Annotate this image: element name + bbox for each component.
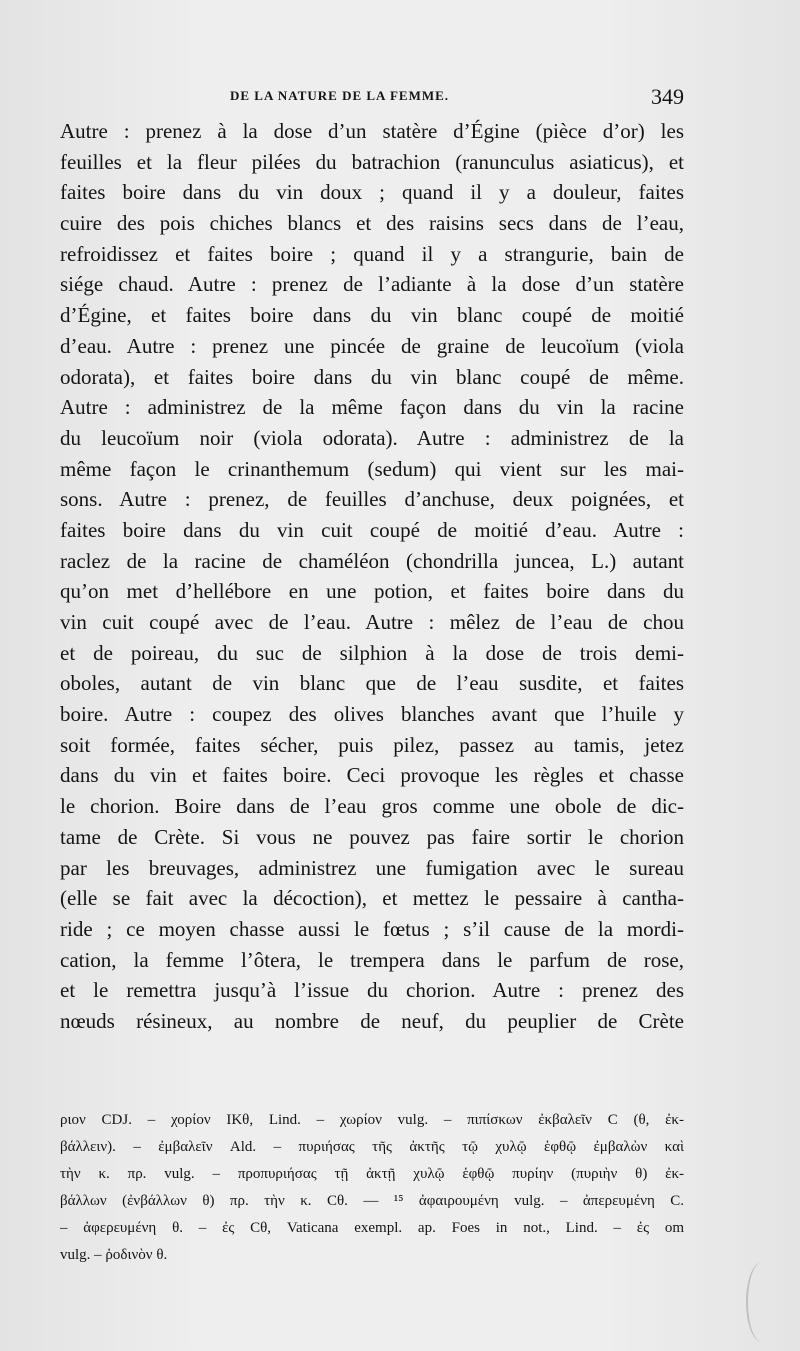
text-line: siége chaud. Autre : prenez de l’adiante à la dose d’un statère [60,272,684,297]
text-line: par les breuvages, administrez une fumigation avec le sureau [60,855,684,880]
page-curl-shadow [746,1262,778,1342]
text-line: vin cuit coupé avec de l’eau. Autre : mêlez de l’eau de chou [60,610,684,634]
text-line: sons. Autre : prenez, de feuilles d’anchuse, deux poignées, et [60,487,684,512]
page-number: 349 [651,84,684,109]
text-line: (elle se fait avec la décoction), et mettez le pessaire à cantha- [60,886,684,911]
text-line: boire. Autre : coupez des olives blanches avant que l’huile y [60,702,684,727]
text-line: d’Égine, et faites boire dans du vin blanc coupé de moitié [60,303,684,328]
footnotes [60,1107,684,1269]
footnote-line: ριον CDJ. – χορίον IKθ, Lind. – χωρίον vulg. – πιπίσκων ἐκβαλεῖν C (θ, ἐκ- [60,1112,684,1128]
text-line: faites boire dans du vin doux ; quand il y a douleur, faites [60,180,684,205]
text-line: nœuds résineux, au nombre de neuf, du peuplier de Crète [60,1008,684,1033]
text-line: cation, la femme l’ôtera, le trempera dans le parfum de rose, [60,947,684,972]
text-line: tame de Crète. Si vous ne pouvez pas faire sortir le chorion [60,824,684,849]
text-line: le chorion. Boire dans de l’eau gros comme une obole de dic- [60,794,684,819]
text-line: d’eau. Autre : prenez une pincée de graine de leucoïum (viola [60,333,684,358]
body-text [60,116,684,1037]
text-line: feuilles et la fleur pilées du batrachion (ranunculus asiaticus), et [60,149,684,174]
text-line: Autre : prenez à la dose d’un statère d’Égine (pièce d’or) les [60,119,684,143]
running-head [60,84,684,108]
text-line: Autre : administrez de la même façon dans du vin la racine [60,395,684,420]
text-line: raclez de la racine de chaméléon (chondrilla juncea, L.) autant [60,548,684,573]
running-title: DE LA NATURE DE LA FEMME. [230,88,450,103]
footnote-line: βάλλων (ἐνβάλλων θ) πρ. τὴν κ. Cθ. — ¹⁵ ἀφαιρουμένη vulg. – ἀπερευμένη C. [60,1193,684,1209]
text-line: et de poireau, du suc de silphion à la dose de trois demi- [60,640,684,665]
footnote-line: τὴν κ. πρ. vulg. – προπυριήσας τῇ ἀκτῇ χυλῷ ἑφθῷ πυρίην (πυριὴν θ) ἐκ- [60,1166,684,1182]
text-line: ride ; ce moyen chasse aussi le fœtus ; s’il cause de la mordi- [60,916,684,941]
text-line: cuire des pois chiches blancs et des raisins secs dans de l’eau, [60,211,684,236]
text-line: même façon le crinanthemum (sedum) qui vient sur les mai- [60,456,684,481]
text-line: qu’on met d’hellébore en une potion, et faites boire dans du [60,579,684,604]
text-line: faites boire dans du vin cuit coupé de moitié d’eau. Autre : [60,517,684,542]
text-line: du leucoïum noir (viola odorata). Autre : administrez de la [60,425,684,450]
text-line: et le remettra jusqu’à l’issue du chorion. Autre : prenez des [60,978,684,1003]
text-line: refroidissez et faites boire ; quand il y a strangurie, bain de [60,241,684,266]
footnote-line: vulg. – ῥοδινὸν θ. [60,1247,168,1263]
text-line: dans du vin et faites boire. Ceci provoque les règles et chasse [60,763,684,788]
footnote-line: – ἀφερευμένη θ. – ἐς Cθ, Vaticana exempl. ap. Foes in not., Lind. – ἐς om [60,1220,684,1236]
text-line: soit formée, faites sécher, puis pilez, passez au tamis, jetez [60,732,684,757]
text-line: odorata), et faites boire dans du vin blanc coupé de même. [60,364,684,389]
text-line: oboles, autant de vin blanc que de l’eau susdite, et faites [60,671,684,696]
footnote-line: βάλλειν). – ἐμβαλεῖν Ald. – πυριήσας τῆς ἀκτῆς τῷ χυλῷ ἑφθῷ ἐμβαλὼν καὶ [60,1139,684,1155]
